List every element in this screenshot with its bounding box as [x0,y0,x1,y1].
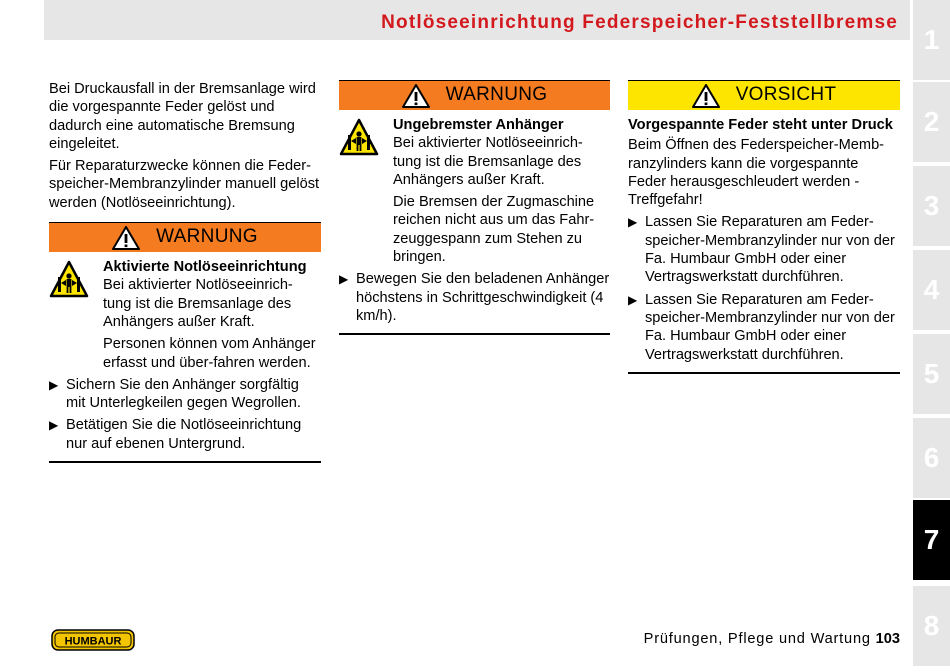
warning-text-2: Personen können vom Anhänger erfasst und über-fahren werden. [103,336,316,371]
chapter-tab-2[interactable]: 2 [913,82,950,162]
chapter-tab-8[interactable]: 8 [913,586,950,666]
bullet-arrow-icon: ▶ [49,418,59,433]
instruction-item-2 [628,291,900,364]
page-number: 103 [875,631,900,647]
chapter-tab-3[interactable]: 3 [913,166,950,246]
warning-text-2: Die Bremsen der Zugmaschine reichen nicht aus um das Fahr-zeuggespann zum Stehen zu bringen. [393,194,595,266]
bullet-arrow-icon: ▶ [339,272,349,287]
warning-heading: Ungebremster Anhänger [393,117,564,133]
bullet-arrow-icon: ▶ [49,377,59,392]
caution-box [628,110,900,374]
warning-banner-label: WARNUNG [156,226,258,248]
caution-heading: Vorgespannte Feder steht unter Druck [628,117,893,133]
instruction-text-2: Lassen Sie Reparaturen am Feder-speicher-Membranzylinder nur von der Fa. Humbaur GmbH oder einer Vertragswerkstatt durchführen. [645,291,895,363]
intro-paragraph: Bei Druckausfall in der Bremsanlage wird die vorgespannte Feder gelöst und dadurch eine automatische Bremsung eingeleitet. [49,81,316,152]
chapter-tab-1[interactable]: 1 [913,0,950,80]
warning-triangle-icon [112,226,140,250]
footer-section: Prüfungen, Pflege und Wartung [643,631,871,647]
instruction-item-2 [49,416,321,453]
footer [644,631,900,647]
instruction-text: Sichern Sie den Anhänger sorgfältig mit Unterlegkeilen gegen Wegrollen. [66,376,301,412]
warning-triangle-icon [692,84,720,108]
instruction-item [628,213,900,286]
warning-banner [339,80,610,110]
chapter-tab-5[interactable]: 5 [913,334,950,414]
caution-banner [628,80,900,110]
warning-heading: Aktivierte Notlöseeinrichtung [103,259,307,276]
logo-text: HUMBAUR [64,635,122,648]
instruction-text: Bewegen Sie den beladenen Anhänger höchstens in Schrittgeschwindigkeit (4 km/h). [356,271,610,324]
intro-paragraph-2: Für Reparaturzwecke können die Feder-speicher-Membranzylinder manuell gelöst werden (Notlöseeinrichtung). [49,158,320,211]
header-bar [44,0,910,40]
chapter-tab-4[interactable]: 4 [913,250,950,330]
bullet-arrow-icon: ▶ [628,292,638,307]
column-1 [49,80,321,463]
instruction-text-2: Betätigen Sie die Notlöseeinrichtung nur auf ebenen Untergrund. [66,417,302,452]
column-3 [628,80,900,374]
crush-hazard-icon [339,118,379,158]
warning-box [49,252,321,463]
warning-text: Bei aktivierter Notlöseeinrich-tung ist die Bremsanlage des Anhängers außer Kraft. [393,135,583,188]
caution-banner-label: VORSICHT [735,84,837,106]
warning-triangle-icon [402,84,430,108]
page-title: Notlöseeinrichtung Federspeicher-Feststellbremse [381,12,898,33]
column-2 [339,80,610,335]
humbaur-logo [51,628,135,652]
chapter-tab-7[interactable]: 7 [913,500,950,580]
warning-box [339,110,610,335]
chapter-tab-6[interactable]: 6 [913,418,950,498]
caution-text: Beim Öffnen des Federspeicher-Memb-ranzylinders kann die vorgespannte Feder herausgeschleudert werden - Treffgefahr! [628,137,885,209]
bullet-arrow-icon: ▶ [628,215,638,230]
instruction-item [339,270,610,325]
warning-banner-label: WARNUNG [445,84,548,106]
warning-banner [49,222,321,252]
instruction-item [49,376,321,413]
instruction-text: Lassen Sie Reparaturen am Feder-speicher-Membranzylinder nur von der Fa. Humbaur GmbH oder einer Vertragswerkstatt durchführen. [645,214,895,286]
crush-hazard-icon [49,260,89,300]
warning-text: Bei aktivierter Notlöseeinrich-tung ist die Bremsanlage des Anhängers außer Kraft. [103,277,293,330]
chapter-tabs [913,0,950,672]
